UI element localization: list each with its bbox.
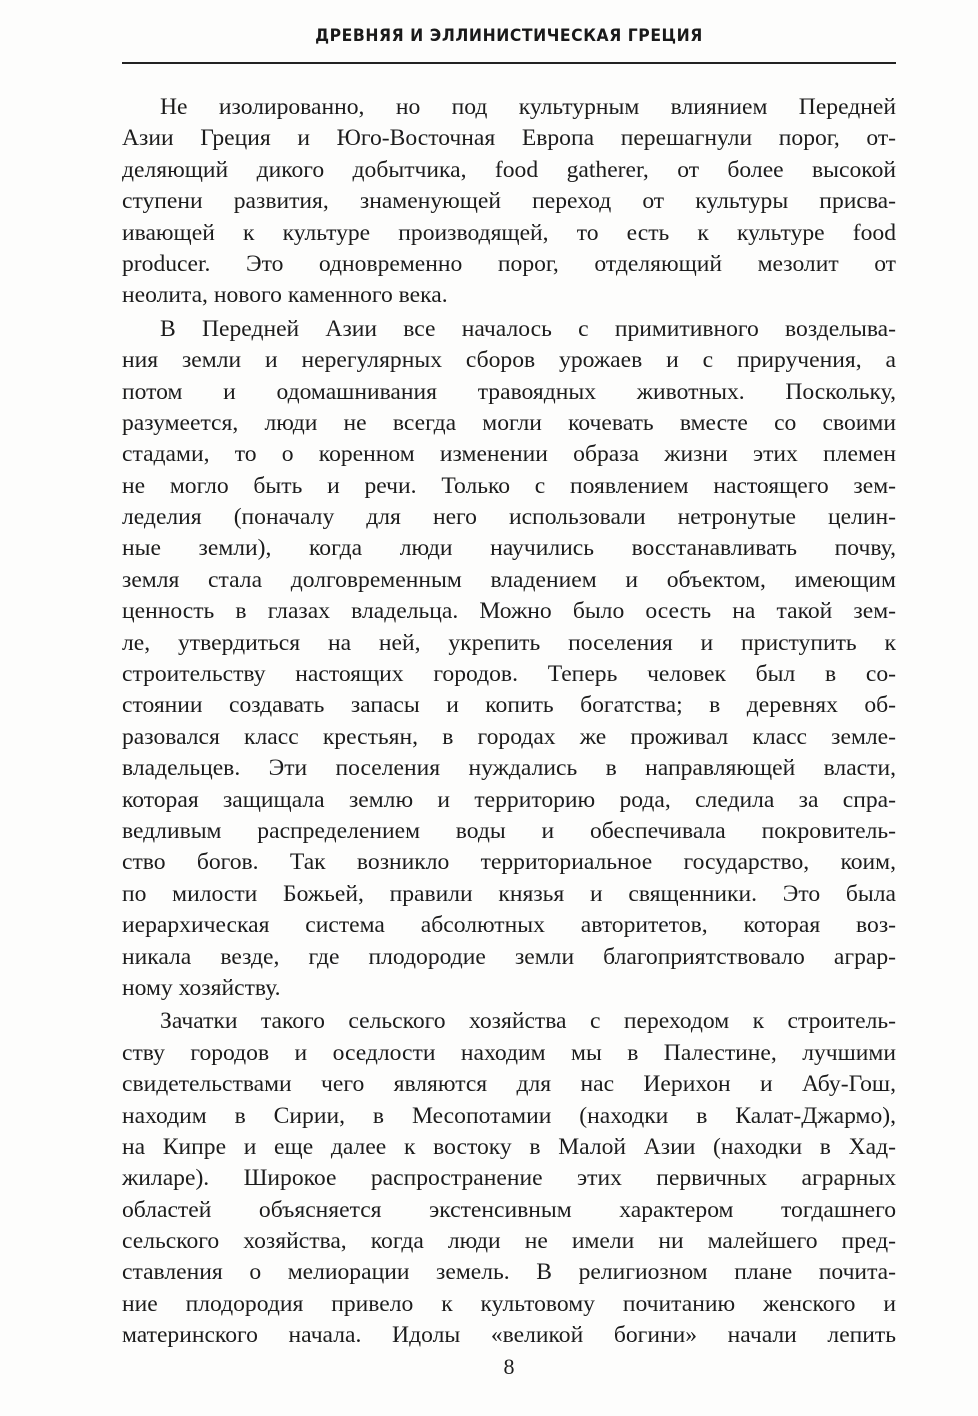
- text-line: ступени развития, знаменующей переход от культуры присва-: [122, 188, 896, 215]
- text-line: находим в Сирии, в Месопотамии (находки в Калат-Джармо),: [122, 1102, 896, 1129]
- text-line: строительству настоящих городов. Теперь человек был в со-: [122, 661, 896, 688]
- text-line: на Кипре и еще далее к востоку в Малой Азии (находки в Хад-: [122, 1133, 896, 1160]
- text-line: которая защищала землю и территорию рода, следила за спра-: [122, 786, 896, 813]
- text-line: неолита, нового каменного века.: [122, 282, 448, 309]
- text-line: деляющий дикого добытчика, food gatherer, от более высокой: [122, 156, 896, 183]
- text-line: producer. Это одновременно порог, отделяющий мезолит от: [122, 250, 896, 277]
- text-line: сельского хозяйства, когда люди не имели ни малейшего пред-: [122, 1228, 896, 1255]
- text-line: ния земли и нерегулярных сборов урожаев и с приручения, а: [122, 347, 896, 374]
- text-line: жиларе). Широкое распространение этих первичных аграрных: [122, 1165, 896, 1192]
- text-line: ние плодородия привело к культовому почитанию женского и: [122, 1290, 896, 1317]
- text-line: владельцев. Эти поселения нуждались в направляющей власти,: [122, 755, 896, 782]
- running-head: ДРЕВНЯЯ И ЭЛЛИНИСТИЧЕСКАЯ ГРЕЦИЯ: [315, 26, 703, 46]
- text-line: ные земли), когда люди научились восстанавливать почву,: [122, 535, 896, 562]
- text-line: никала везде, где плодородие земли благоприятствовало аграр-: [122, 943, 896, 970]
- text-line: разумеется, люди не всегда могли кочевать вместе со своими: [122, 409, 896, 436]
- paragraph-3: [122, 1006, 896, 1351]
- text-line: разовался класс крестьян, в городах же проживал класс земле-: [122, 723, 896, 750]
- text-line: областей объясняется экстенсивным характером тогдашнего: [122, 1196, 896, 1223]
- text-line: ству городов и оседлости находим мы в Палестине, лучшими: [122, 1039, 896, 1066]
- text-line: ценность в глазах владельца. Можно было осесть на такой зем-: [122, 598, 896, 625]
- text-line: материнского начала. Идолы «великой богини» начали лепить: [122, 1322, 896, 1349]
- text-line: Азии Греция и Юго-Восточная Европа перешагнули порог, от-: [122, 125, 896, 152]
- header-rule: [122, 62, 896, 64]
- text-line: ному хозяйству.: [122, 974, 281, 1001]
- page-number: 8: [503, 1354, 515, 1379]
- text-line: потом и одомашнивания травоядных животных. Поскольку,: [122, 378, 896, 405]
- text-line: ведливым распределением воды и обеспечивала покровитель-: [122, 817, 896, 844]
- text-line: стадами, то о коренном изменении образа жизни этих племен: [122, 441, 896, 468]
- text-line: В Передней Азии все началось с примитивного возделыва-: [160, 315, 896, 342]
- body-text: [122, 92, 896, 1352]
- text-line: иерархическая система абсолютных авторитетов, которая воз-: [122, 912, 896, 939]
- text-line: не могло быть и речи. Только с появлением настоящего зем-: [122, 472, 896, 499]
- text-line: стоянии создавать запасы и копить богатства; в деревнях об-: [122, 692, 896, 719]
- paragraph-2: [122, 314, 896, 1005]
- text-line: ставления о мелиорации земель. В религиозном плане почита-: [122, 1259, 896, 1286]
- text-line: леделия (поначалу для него использовали нетронутые целин-: [122, 504, 896, 531]
- text-line: Не изолированно, но под культурным влиянием Передней: [160, 94, 896, 120]
- text-line: земля стала долговременным владением и объектом, имеющим: [122, 566, 896, 593]
- text-line: свидетельствами чего являются для нас Иерихон и Абу-Гош,: [122, 1071, 896, 1098]
- text-line: Зачатки такого сельского хозяйства с переходом к строитель-: [160, 1008, 896, 1035]
- paragraph-1: [122, 92, 896, 312]
- text-line: ство богов. Так возникло территориальное государство, коим,: [122, 849, 896, 876]
- text-line: ле, утвердиться на ней, укрепить поселения и приступить к: [122, 629, 896, 656]
- text-line: ивающей к культуре производящей, то есть к культуре food: [122, 219, 896, 246]
- text-line: по милости Божьей, правили князья и священники. Это была: [122, 880, 896, 907]
